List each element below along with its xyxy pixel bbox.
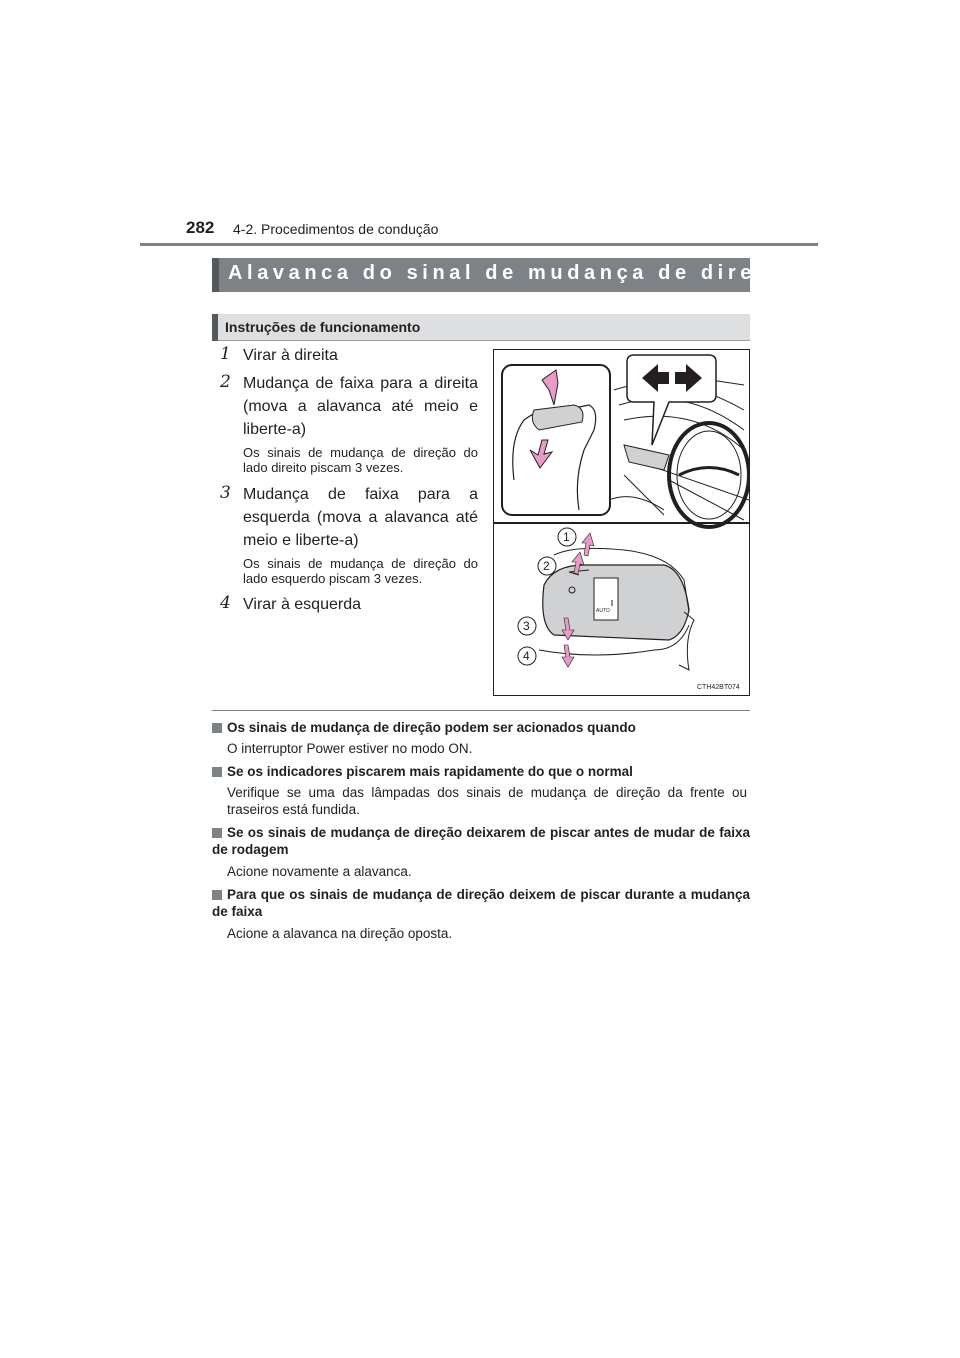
callout-2: 2 bbox=[543, 559, 550, 573]
section-reference: 4-2. Procedimentos de condução bbox=[233, 221, 439, 237]
hand-inset bbox=[502, 365, 610, 515]
note-heading-3: Se os sinais de mudança de direção deixarem de piscar antes de mudar de faixa de rodagem bbox=[212, 825, 750, 857]
step-number-4: 4 bbox=[220, 593, 231, 613]
note-body-2: Verifique se uma das lâmpadas dos sinais de mudança de direção da frente ou traseiros está fundida. bbox=[227, 785, 747, 817]
subtitle: Instruções de funcionamento bbox=[225, 319, 421, 335]
square-bullet-icon bbox=[212, 890, 222, 900]
square-bullet-icon bbox=[212, 767, 222, 777]
step-note-3: Os sinais de mudança de direção do lado esquerdo piscam 3 vezes. bbox=[243, 556, 478, 586]
title-accent bbox=[212, 258, 219, 292]
callout-1: 1 bbox=[563, 530, 570, 544]
note-heading-2: Se os indicadores piscarem mais rapidamente do que o normal bbox=[212, 763, 750, 780]
page-number: 282 bbox=[186, 218, 215, 237]
square-bullet-icon bbox=[212, 828, 222, 838]
step-number-2: 2 bbox=[220, 372, 231, 392]
figure-turn-signal-lever bbox=[493, 349, 750, 696]
callout-3: 3 bbox=[523, 619, 530, 633]
auto-label: AUTO bbox=[596, 608, 610, 614]
header-rule bbox=[140, 243, 818, 246]
square-bullet-icon bbox=[212, 723, 222, 733]
arrow-1-icon bbox=[582, 533, 594, 556]
section-rule bbox=[212, 710, 750, 711]
note-body-1: O interruptor Power estiver no modo ON. bbox=[227, 741, 473, 756]
callout-4: 4 bbox=[523, 649, 530, 663]
step-text-2: Mudança de faixa para a direita (mova a alavanca até meio e liberte-a) bbox=[243, 375, 478, 438]
note-heading-4: Para que os sinais de mudança de direção deixem de piscar durante a mudança de faixa bbox=[212, 887, 750, 919]
step-note-2: Os sinais de mudança de direção do lado direito piscam 3 vezes. bbox=[243, 445, 478, 475]
figure-code: CTH42BT074 bbox=[697, 684, 740, 691]
subtitle-accent bbox=[212, 314, 218, 341]
lever-detail bbox=[539, 548, 694, 670]
step-text-4: Virar à esquerda bbox=[243, 596, 361, 613]
note-body-4: Acione a alavanca na direção oposta. bbox=[227, 926, 453, 941]
figure-illustration bbox=[494, 350, 749, 695]
step-text-1: Virar à direita bbox=[243, 347, 338, 364]
note-body-3: Acione novamente a alavanca. bbox=[227, 864, 412, 879]
note-heading-1: Os sinais de mudança de direção podem ser acionados quando bbox=[212, 719, 750, 736]
step-text-3: Mudança de faixa para a esquerda (mova a alavanca até meio e liberte-a) bbox=[243, 486, 478, 549]
step-number-1: 1 bbox=[220, 344, 231, 364]
page-title: Alavanca do sinal de mudança de direção bbox=[228, 262, 805, 284]
arrow-4-icon bbox=[562, 645, 574, 667]
step-number-3: 3 bbox=[220, 483, 231, 503]
